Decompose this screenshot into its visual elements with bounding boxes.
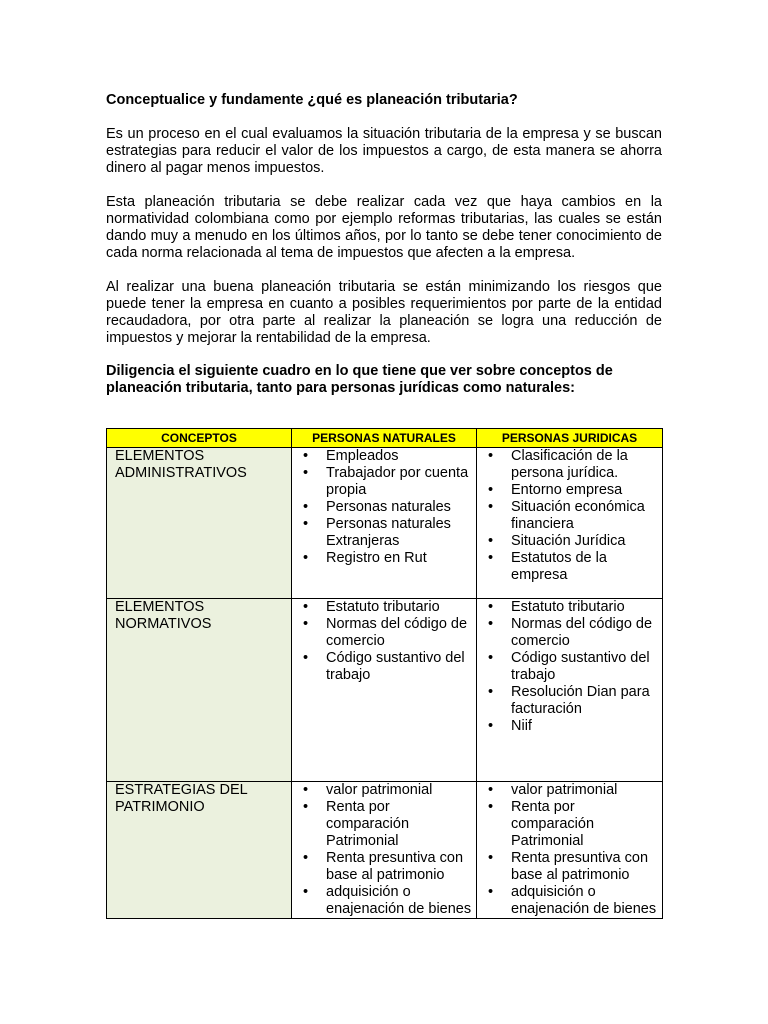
table-row (107, 599, 663, 782)
list-item: • Renta presuntiva con base al patrimonio (485, 850, 658, 884)
list-item: • Renta por comparación Patrimonial (485, 799, 658, 850)
bullet-list (485, 599, 658, 735)
list-item: • valor patrimonial (485, 782, 658, 799)
list-item: • adquisición o enajenación de bienes (485, 884, 658, 918)
paragraph-3: Al realizar una buena planeación tributaria se están minimizando los riesgos que puede tener la empresa en cuanto a posibles requerimientos por parte de la entidad recaudadora, por otra parte al realizar la planeación se logra una reducción de impuestos y mejorar la rentabilidad de la empresa. (106, 279, 662, 346)
list-item: • Normas del código de comercio (300, 616, 472, 650)
list-item: • Entorno empresa (485, 482, 658, 499)
bullet-list (300, 599, 472, 684)
juridicas-cell (477, 599, 663, 782)
list-item: • Renta por comparación Patrimonial (300, 799, 472, 850)
list-item: • Clasificación de la persona jurídica. (485, 448, 658, 482)
list-item: • Trabajador por cuenta propia (300, 465, 472, 499)
list-item: • Niif (485, 718, 658, 735)
list-item: • Código sustantivo del trabajo (300, 650, 472, 684)
question-2-heading: Diligencia el siguiente cuadro en lo que tiene que ver sobre conceptos de planeación tributaria, tanto para personas jurídicas como naturales: (106, 363, 613, 396)
list-item: • Estatutos de la empresa (485, 550, 658, 584)
concepts-table (106, 428, 663, 919)
list-item: • Renta presuntiva con base al patrimonio (300, 850, 472, 884)
naturales-cell (292, 448, 477, 599)
list-item: • valor patrimonial (300, 782, 472, 799)
list-item: • Resolución Dian para facturación (485, 684, 658, 718)
list-item: • adquisición o enajenación de bienes (300, 884, 472, 918)
list-item: • Registro en Rut (300, 550, 472, 567)
list-item: • Situación Jurídica (485, 533, 658, 550)
concept-cell: ELEMENTOS NORMATIVOS (107, 599, 292, 782)
table-row (107, 448, 663, 599)
bullet-list (300, 448, 472, 567)
list-item: • Normas del código de comercio (485, 616, 658, 650)
list-item: • Estatuto tributario (485, 599, 658, 616)
list-item: • Estatuto tributario (300, 599, 472, 616)
juridicas-cell (477, 448, 663, 599)
question-1-heading: Conceptualice y fundamente ¿qué es planeación tributaria? (106, 92, 518, 108)
table-row (107, 782, 663, 919)
bullet-list (485, 448, 658, 584)
list-item: • Código sustantivo del trabajo (485, 650, 658, 684)
header-personas-naturales: PERSONAS NATURALES (292, 429, 477, 448)
list-item: • Empleados (300, 448, 472, 465)
concept-cell: ESTRATEGIAS DEL PATRIMONIO (107, 782, 292, 919)
list-item: • Personas naturales (300, 499, 472, 516)
paragraph-1: Es un proceso en el cual evaluamos la situación tributaria de la empresa y se buscan estrategias para reducir el valor de los impuestos a cargo, de esta manera se ahorra dinero al pagar menos impuestos. (106, 126, 662, 176)
naturales-cell (292, 599, 477, 782)
bullet-list (485, 782, 658, 918)
list-item: • Situación económica financiera (485, 499, 658, 533)
naturales-cell (292, 782, 477, 919)
header-personas-juridicas: PERSONAS JURIDICAS (477, 429, 663, 448)
concept-cell: ELEMENTOS ADMINISTRATIVOS (107, 448, 292, 599)
list-item: • Personas naturales Extranjeras (300, 516, 472, 550)
paragraph-2: Esta planeación tributaria se debe realizar cada vez que haya cambios en la normatividad colombiana como por ejemplo reformas tributarias, las cuales se están dando muy a menudo en los últimos años, por lo tanto se debe tener conocimiento de cada norma relacionada al tema de impuestos que afecten a la empresa. (106, 194, 662, 261)
header-conceptos: CONCEPTOS (107, 429, 292, 448)
bullet-list (300, 782, 472, 918)
document-body (106, 92, 662, 397)
table-header-row (107, 429, 663, 448)
juridicas-cell (477, 782, 663, 919)
